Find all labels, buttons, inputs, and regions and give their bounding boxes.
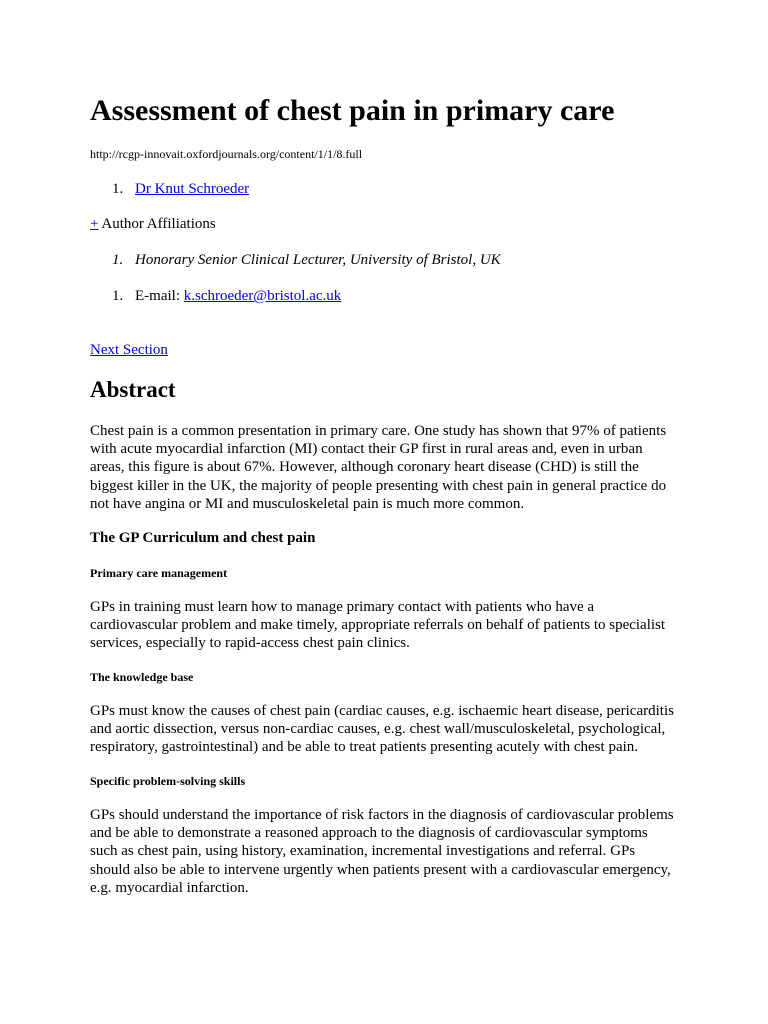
abstract-paragraph — [90, 422, 690, 513]
affiliation-number: 1. — [112, 252, 124, 268]
author-list-item — [90, 179, 249, 199]
next-section-nav — [90, 340, 168, 360]
author-number: 1. — [112, 181, 124, 197]
paragraph-line: GPs must know the causes of chest pain (cardiac causes, e.g. ischaemic heart disease, pericarditis — [90, 703, 674, 719]
page-title: Assessment of chest pain in primary care — [90, 94, 615, 127]
subsection-paragraph — [90, 598, 690, 653]
affiliation-list-item — [90, 250, 501, 270]
paragraph-line: cardiovascular problem and make timely, appropriate referrals on behalf of patients to specialist — [90, 617, 666, 634]
subsection-heading: Primary care management — [90, 566, 228, 580]
section-heading: The GP Curriculum and chest pain — [90, 530, 316, 546]
expand-affiliations-link[interactable]: + — [90, 216, 99, 232]
paragraph-line: GPs should understand the importance of risk factors in the diagnosis of cardiovascular problems — [90, 807, 674, 823]
paragraph-line: services, especially to rapid-access chest pain clinics. — [90, 635, 410, 652]
email-number: 1. — [112, 288, 124, 304]
paragraph-line: GPs in training must learn how to manage primary contact with patients who have a — [90, 599, 595, 615]
author-affiliations-toggle — [90, 214, 216, 234]
paragraph-line: respiratory, gastrointestinal) and be able to treat patients presenting acutely with chest pain. — [90, 739, 639, 756]
paragraph-line: and be able to demonstrate a reasoned approach to the diagnosis of cardiovascular symptoms — [90, 825, 648, 842]
abstract-line: Chest pain is a common presentation in primary care. One study has shown that 97% of patients — [90, 423, 667, 439]
abstract-heading: Abstract — [90, 377, 176, 402]
paragraph-line: such as chest pain, using history, examination, incremental investigations and referral. GPs — [90, 843, 636, 860]
affiliation-text: Honorary Senior Clinical Lecturer, University of Bristol, UK — [135, 252, 501, 268]
affiliations-label: Author Affiliations — [98, 216, 216, 232]
subsection-heading: The knowledge base — [90, 670, 194, 684]
email-list-item — [90, 286, 341, 306]
email-label: E-mail: — [135, 288, 184, 304]
email-link[interactable]: k.schroeder@bristol.ac.uk — [183, 288, 342, 304]
subsection-paragraph — [90, 806, 690, 897]
paragraph-line: e.g. myocardial infarction. — [90, 879, 249, 896]
paragraph-line: and aortic dissection, versus non-cardiac causes, e.g. chest wall/musculoskeletal, psychological, — [90, 721, 666, 738]
abstract-line: with acute myocardial infarction (MI) contact their GP first in rural areas and, even in urban — [90, 441, 643, 458]
subsection-paragraph — [90, 702, 690, 757]
paragraph-line: should also be able to intervene urgently when patients present with a cardiovascular emergency, — [90, 861, 671, 878]
author-link[interactable]: Dr Knut Schroeder — [135, 181, 250, 197]
abstract-line: biggest killer in the UK, the majority of people presenting with chest pain in general practice do — [90, 477, 667, 494]
source-url: http://rcgp-innovait.oxfordjournals.org/content/1/1/8.full — [90, 147, 363, 161]
abstract-line: not have angina or MI and musculoskeletal pain is much more common. — [90, 495, 525, 512]
next-section-link[interactable]: Next Section — [90, 342, 168, 358]
subsection-heading: Specific problem-solving skills — [90, 774, 246, 788]
abstract-line: areas, this figure is about 67%. However, although coronary heart disease (CHD) is still the — [90, 459, 639, 476]
